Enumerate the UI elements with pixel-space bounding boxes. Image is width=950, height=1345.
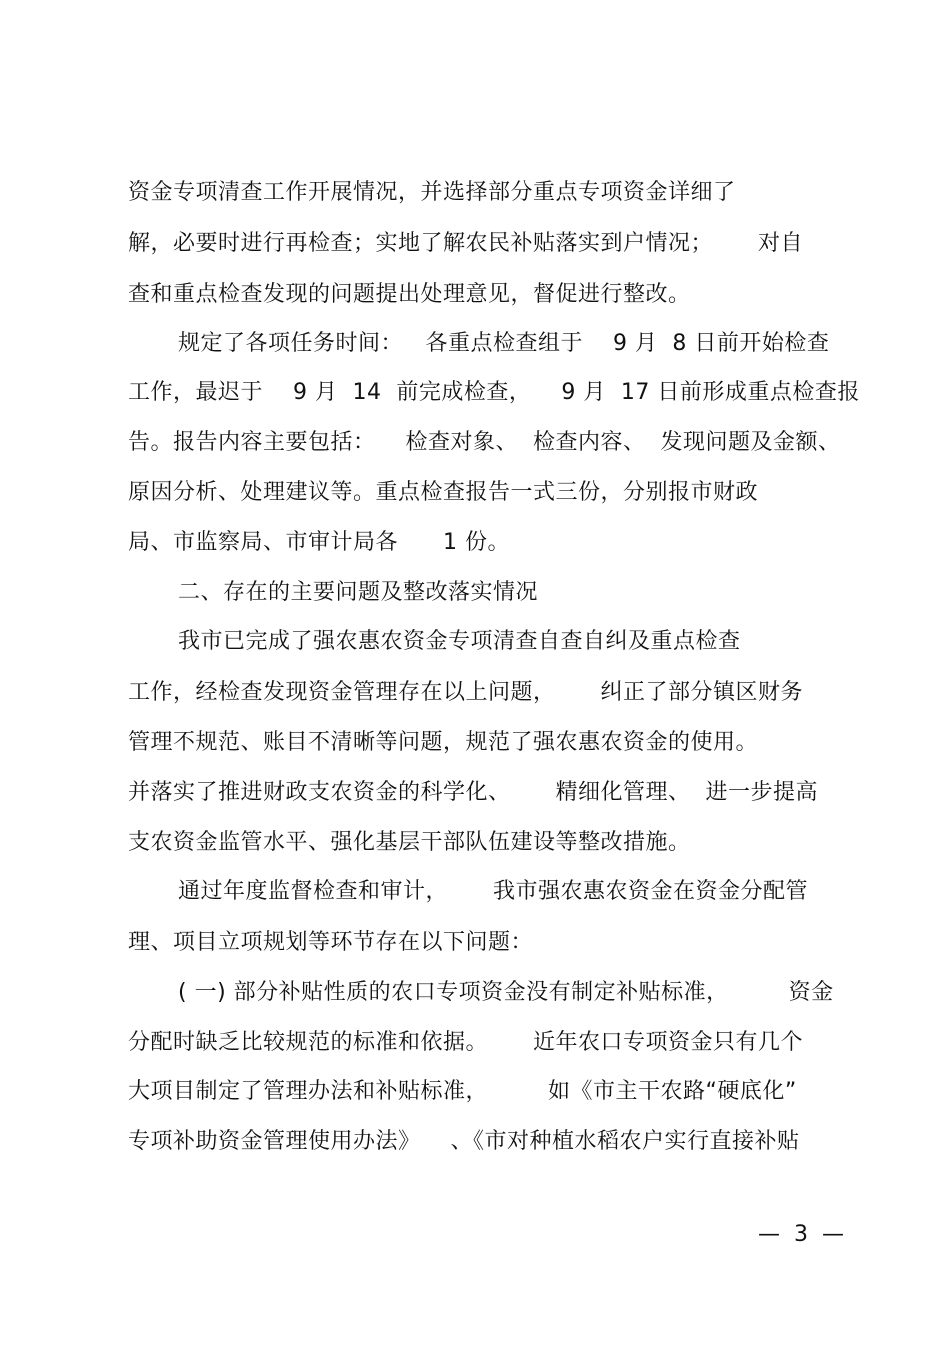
text-line: 分配时缺乏比较规范的标准和依据。 近年农口专项资金只有几个 (128, 1030, 803, 1055)
text-line: 局、市监察局、市审计局各 1 份。 (128, 530, 510, 555)
text-line: 告。报告内容主要包括： 检查对象、 检查内容、 发现问题及金额、 (128, 430, 841, 455)
page-number: — 3 — (758, 1222, 844, 1247)
text-line: 大项目制定了管理办法和补贴标准， 如《市主干农路“硬底化” (128, 1079, 797, 1104)
paragraph-first-line: 我市已完成了强农惠农资金专项清查自查自纠及重点检查 (178, 629, 741, 654)
text-line: 原因分析、处理建议等。重点检查报告一式三份，分别报市财政 (128, 480, 759, 505)
text-line: 理、项目立项规划等环节存在以下问题： (128, 930, 534, 955)
text-line: 管理不规范、账目不清晰等问题，规范了强农惠农资金的使用。 (128, 730, 759, 755)
text-line: 支农资金监管水平、强化基层干部队伍建设等整改措施。 (128, 830, 691, 855)
text-line: 专项补助资金管理使用办法》 、《市对种植水稻农户实行直接补贴 (128, 1129, 800, 1154)
text-line: 资金专项清查工作开展情况，并选择部分重点专项资金详细了 (128, 180, 736, 205)
text-line: 工作，经检查发现资金管理存在以上问题， 纠正了部分镇区财务 (128, 680, 803, 705)
text-line: 查和重点检查发现的问题提出处理意见，督促进行整改。 (128, 282, 691, 307)
paragraph-first-line: 通过年度监督检查和审计， 我市强农惠农资金在资金分配管 (178, 879, 808, 904)
text-line: 并落实了推进财政支农资金的科学化、 精细化管理、 进一步提高 (128, 780, 818, 805)
paragraph-first-line: 规定了各项任务时间： 各重点检查组于 9 月 8 日前开始检查 (178, 331, 830, 356)
section-heading: 二、存在的主要问题及整改落实情况 (178, 580, 539, 605)
text-line: 解，必要时进行再检查；实地了解农民补贴落实到户情况； 对自 (128, 231, 803, 256)
text-line: 工作，最迟于 9 月 14 前完成检查， 9 月 17 日前形成重点检查报 (128, 380, 860, 405)
list-item-heading: ( 一) 部分补贴性质的农口专项资金没有制定补贴标准， 资金 (178, 980, 834, 1005)
